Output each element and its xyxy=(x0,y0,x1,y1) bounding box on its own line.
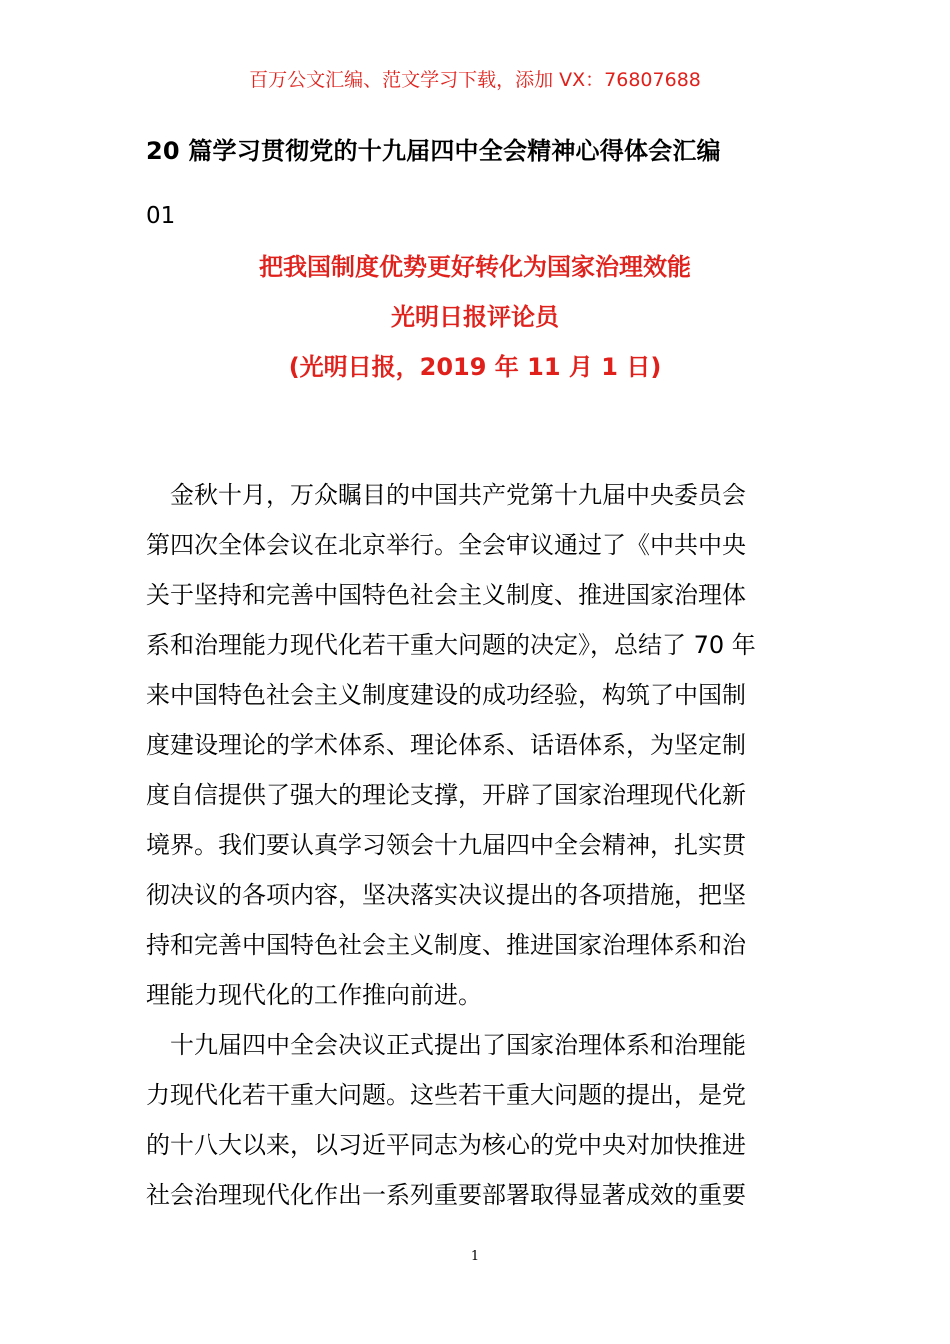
body-line: 关于坚持和完善中国特色社会主义制度、推进国家治理体 xyxy=(146,581,746,609)
page-number: 1 xyxy=(470,1249,480,1264)
article-body xyxy=(146,470,806,1220)
section-number: 01 xyxy=(146,203,176,229)
body-line: 第四次全体会议在北京举行。全会审议通过了《中共中央 xyxy=(146,531,746,559)
body-line: 来中国特色社会主义制度建设的成功经验，构筑了中国制 xyxy=(146,681,746,709)
header-promo-note: 百万公文汇编、范文学习下载，添加 VX：76807688 xyxy=(249,69,701,91)
document-title: 20 篇学习贯彻党的十九届四中全会精神心得体会汇编 xyxy=(146,137,721,165)
body-line: 境界。我们要认真学习领会十九届四中全会精神，扎实贯 xyxy=(146,831,746,859)
body-line: 社会治理现代化作出一系列重要部署取得显著成效的重要 xyxy=(146,1181,746,1209)
body-line: 十九届四中全会决议正式提出了国家治理体系和治理能 xyxy=(146,1031,746,1059)
body-line: 系和治理能力现代化若干重大问题的决定》，总结了 70 年 xyxy=(146,631,756,659)
body-line: 度建设理论的学术体系、理论体系、话语体系，为坚定制 xyxy=(146,731,746,759)
article-title: 把我国制度优势更好转化为国家治理效能 xyxy=(259,253,691,281)
article-author: 光明日报评论员 xyxy=(391,303,559,331)
body-line: 持和完善中国特色社会主义制度、推进国家治理体系和治 xyxy=(146,931,746,959)
body-line: 的十八大以来，以习近平同志为核心的党中央对加快推进 xyxy=(146,1131,746,1159)
article-source: (光明日报，2019 年 11 月 1 日) xyxy=(288,353,662,381)
body-line: 度自信提供了强大的理论支撑，开辟了国家治理现代化新 xyxy=(146,781,746,809)
body-line: 理能力现代化的工作推向前进。 xyxy=(146,981,482,1009)
body-line: 金秋十月，万众瞩目的中国共产党第十九届中央委员会 xyxy=(146,481,746,509)
body-line: 彻决议的各项内容，坚决落实决议提出的各项措施，把坚 xyxy=(146,881,746,909)
body-line: 力现代化若干重大问题。这些若干重大问题的提出，是党 xyxy=(146,1081,746,1109)
